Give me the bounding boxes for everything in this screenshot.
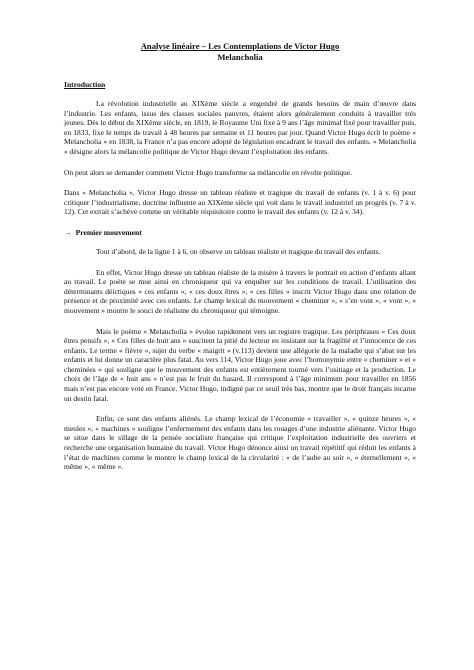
- title-main: Analyse linéaire – Les Contemplations de Victor Hugo: [140, 41, 340, 51]
- premier-paragraph-1: Tout d’abord, de la ligne 1 à 6, on observe un tableau réaliste et tragique du travail des enfants.: [96, 246, 381, 256]
- arrow-right-icon: →: [64, 227, 72, 237]
- heading-introduction: Introduction: [64, 80, 106, 89]
- intro-paragraph-3: Dans « Melancholia », Victor Hugo dresse un tableau réaliste et tragique du travail de enfants (v. 1 à v. 6) pour critiquer l’industrialisme, doctrine influente au XIXème siècle qui voit dans le travail industriel un progrès (v. 7 à v. 12). Cet extrait s’achève comme un véritable réquisitoire contre le travail des enfants (v. 12 à v. 34).: [64, 188, 416, 217]
- intro-paragraph-1: La révolution industrielle au XIXème siècle a engendré de grands besoins de main d’œuvre dans l’industrie. Les enfants, issus des classes sociales pauvres, étaient alors généralement conduits à travailler très jeunes. Dès le début du XIXème siècle, en 1819, le Royaume Uni fixe à 9 ans l’âge minimal fixé pour travailler puis, en 1833, fixe le temps de travail à 48 heures par semaine et 11 heures par jour. Quand Victor Hugo écrit le poème « Melancholia » en 1838, la France n’a pas encore adopté de législation encadrant le travail des enfants. « Melancholia » désigne alors la mélancolie politique de Victor Hugo devant l’exploitation des enfants.: [64, 99, 416, 156]
- document-title: [64, 41, 416, 63]
- premier-paragraph-4: Enfin, ce sont des enfants aliénés. Le champ lexical de l’économie « travailler », « quinze heures », « meules », « machines » souligne l’enfermement des enfants dans les rouages d’une industrie aliénante. Victor Hugo se situe dans le sillage de la pensée socialiste française qui critique l’exploitation industrielle des ouvriers et recherche une organisation humaine du travail. Victor Hugo dénonce ainsi un travail répétitif qui réduit les enfants à l’état de machines comme le montre le champ lexical de la circularité : « de l’aube au soir », « éternellement », « même », « même ».: [64, 414, 416, 472]
- premier-paragraph-2: En effet, Victor Hugo dresse un tableau réaliste de la misère à travers le portrait en action d’enfants allant au travail. Le poète se mue ainsi en chroniqueur qui va enquêter sur les conditions de travail. L’utilisation des déterminants déictiques « ces enfants », « ces doux êtres », « ces filles » inscrit Victor Hugo dans une relation de présence et de proximité avec ces enfants. Le champ lexical du mouvement « cheminer », « s’en vont », « vont », « mouvement » montre le souci de réalisme du chroniqueur qui témoigne.: [64, 267, 416, 315]
- premier-paragraph-3: Mais le poème « Melancholia » évolue rapidement vers un registre tragique. Les périphrases « Ces doux êtres pensifs », « Ces filles de huit ans » suscitent la pitié du lecteur en insistant sur la fragilité et l’innocence de ces enfants. Le terme « fièvre », sujet du verbe « maigrit » (v.113) devient une allégorie de la maladie qui s’abat sur les enfants et lui donne un caractère plus fatal. Au vers 114, Victor Hugo joue avec l’homonymie entre « cheminer » et « cheminées » qui souligne que le mouvement des enfants est entièrement tourné vers l’usinage et la production. Le choix de l’âge de « huit ans » n’est pas le fruit du hasard. Il correspond à l’âge minimum pour travailler en 1856 mais n’est pas encore voté en France. Victor Hugo, indigné par ce seuil très bas, montre que le droit français incarne un destin fatal.: [64, 326, 416, 403]
- intro-paragraph-2: On peut alors se demander comment Victor Hugo transforme sa mélancolie en révolte politique.: [64, 167, 353, 177]
- heading-premier-mouvement: [64, 228, 416, 238]
- title-sub: Melancholia: [217, 52, 263, 62]
- heading-label: Premier mouvement: [75, 227, 142, 237]
